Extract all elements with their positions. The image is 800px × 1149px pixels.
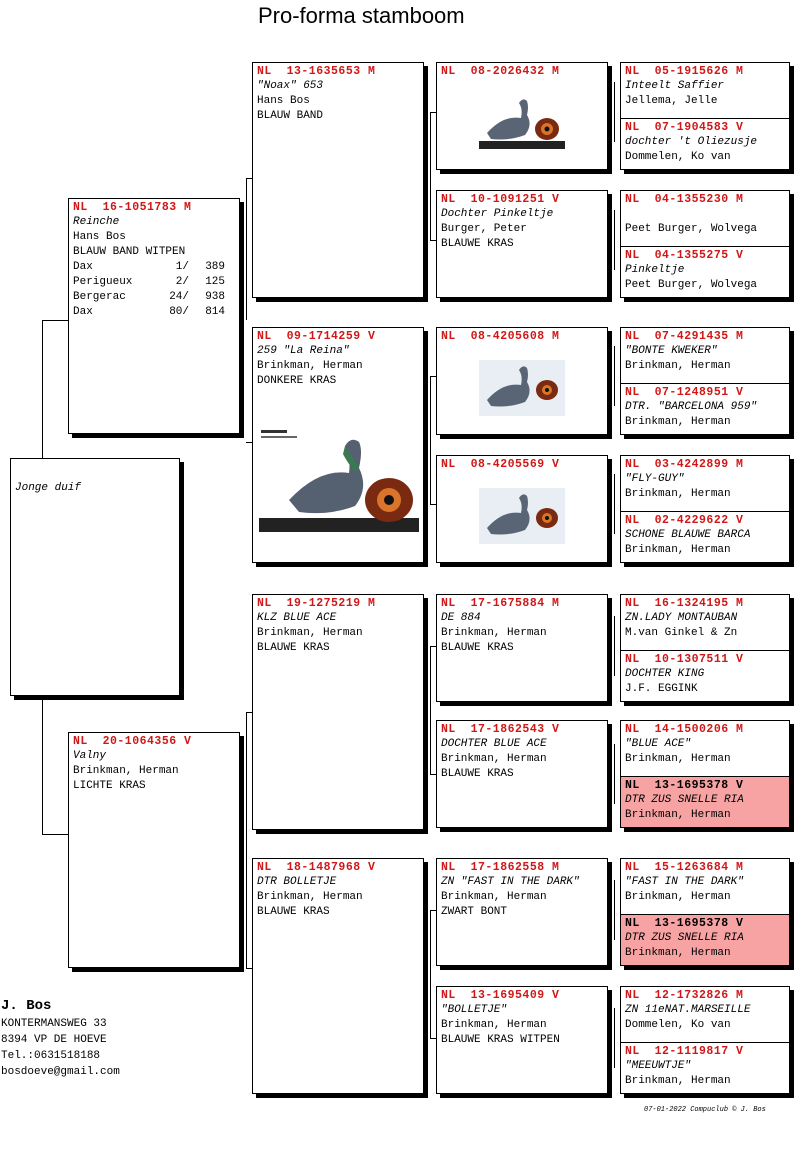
bird-name: DOCHTER KING	[625, 668, 705, 680]
color: BLAUWE KRAS	[257, 906, 330, 918]
bird-name: dochter 't Oliezusje	[625, 136, 758, 148]
color: BLAUW BAND	[257, 110, 324, 122]
great-grandparent-card	[436, 190, 608, 298]
ancestor-entry	[621, 119, 789, 170]
ancestor-pair-card	[620, 327, 790, 435]
race-place: Perigueux	[73, 276, 133, 288]
ancestor-pair-card	[620, 720, 790, 828]
breeder: Brinkman, Herman	[625, 488, 731, 500]
race-place: Dax	[73, 306, 93, 318]
grandparent-card	[252, 327, 424, 563]
ring-number: NL 12-1732826 M	[625, 989, 744, 1002]
connector-line	[430, 112, 431, 240]
connector-line	[430, 910, 431, 1038]
ring-number: NL 19-1275219 M	[257, 597, 376, 610]
bird-name: "BOLLETJE"	[441, 1004, 508, 1016]
breeder: Brinkman, Herman	[257, 891, 363, 903]
race-result-row	[73, 290, 235, 305]
ring-number: NL 04-1355230 M	[625, 193, 744, 206]
bird-name: DTR ZUS SNELLE RIA	[625, 932, 744, 944]
race-total: 125	[205, 276, 225, 288]
ancestor-entry	[621, 191, 789, 246]
bird-name: ZN 11eNAT.MARSEILLE	[625, 1004, 751, 1016]
ancestor-pair-card	[620, 190, 790, 298]
breeder: Hans Bos	[257, 95, 310, 107]
ring-number: NL 13-1695378 V	[625, 917, 744, 930]
ancestor-entry	[621, 595, 789, 650]
breeder: Jellema, Jelle	[625, 95, 718, 107]
bird-name: Pinkeltje	[625, 264, 685, 276]
great-grandparent-card	[436, 62, 608, 170]
race-result-row	[73, 275, 235, 290]
breeder: Dommelen, Ko van	[625, 1019, 731, 1031]
great-grandparent-card	[436, 858, 608, 966]
race-result-row	[73, 260, 235, 275]
ring-number: NL 10-1307511 V	[625, 653, 744, 666]
breeder: Hans Bos	[73, 231, 126, 243]
breeder: Burger, Peter	[441, 223, 527, 235]
ring-number: NL 14-1500206 M	[625, 723, 744, 736]
ring-number: NL 16-1051783 M	[73, 201, 192, 214]
race-place: Bergerac	[73, 291, 126, 303]
ring-number: NL 07-1904583 V	[625, 121, 744, 134]
color: LICHTE KRAS	[73, 780, 146, 792]
color: ZWART BONT	[441, 906, 508, 918]
ring-number: NL 07-1248951 V	[625, 386, 744, 399]
great-grandparent-card	[436, 327, 608, 435]
ring-number: NL 08-4205569 V	[441, 458, 560, 471]
color: BLAUWE KRAS WITPEN	[441, 1034, 560, 1046]
ring-number: NL 13-1695409 V	[441, 989, 560, 1002]
ring-number: NL 17-1862543 V	[441, 723, 560, 736]
bird-name: SCHONE BLAUWE BARCA	[625, 529, 751, 541]
color: BLAUWE KRAS	[441, 642, 514, 654]
pigeon-photo	[259, 428, 419, 536]
race-total: 814	[205, 306, 225, 318]
bird-name: DOCHTER BLUE ACE	[441, 738, 547, 750]
ancestor-pair-card	[620, 594, 790, 702]
breeder: Brinkman, Herman	[257, 360, 363, 372]
young-bird-label: Jonge duif	[15, 482, 82, 494]
connector-line	[614, 744, 615, 804]
race-result-row	[73, 305, 235, 320]
breeder: Dommelen, Ko van	[625, 151, 731, 163]
color: BLAUWE KRAS	[257, 642, 330, 654]
color: BLAUW BAND WITPEN	[73, 246, 186, 258]
breeder: Brinkman, Herman	[625, 891, 731, 903]
ancestor-entry-highlighted	[621, 777, 789, 828]
breeder: Brinkman, Herman	[625, 753, 731, 765]
grandparent-card	[252, 62, 424, 298]
ring-number: NL 15-1263684 M	[625, 861, 744, 874]
ancestor-entry	[621, 721, 789, 776]
color: BLAUWE KRAS	[441, 238, 514, 250]
race-place: Dax	[73, 261, 93, 273]
ring-number: NL 10-1091251 V	[441, 193, 560, 206]
race-total: 389	[205, 261, 225, 273]
connector-line	[614, 346, 615, 406]
breeder: Brinkman, Herman	[625, 544, 731, 556]
ring-number: NL 03-4242899 M	[625, 458, 744, 471]
bird-name: "MEEUWTJE"	[625, 1060, 692, 1072]
ancestor-pair-card	[620, 858, 790, 966]
bird-name: "Noax" 653	[257, 80, 324, 92]
race-rank: 80/	[169, 306, 189, 318]
grandparent-card	[252, 594, 424, 830]
great-grandparent-card	[436, 455, 608, 563]
ancestor-entry	[621, 512, 789, 563]
bird-name: "FLY-GUY"	[625, 473, 685, 485]
young-bird-card	[10, 458, 180, 696]
ring-number: NL 08-2026432 M	[441, 65, 560, 78]
breeder: Brinkman, Herman	[73, 765, 179, 777]
connector-line	[614, 1008, 615, 1068]
breeder: J.F. EGGINK	[625, 683, 698, 695]
ring-number: NL 02-4229622 V	[625, 514, 744, 527]
breeder: Brinkman, Herman	[441, 627, 547, 639]
ring-number: NL 17-1675884 M	[441, 597, 560, 610]
color: BLAUWE KRAS	[441, 768, 514, 780]
bird-name: DE 884	[441, 612, 481, 624]
connector-line	[42, 320, 43, 458]
ring-number: NL 20-1064356 V	[73, 735, 192, 748]
connector-line	[614, 880, 615, 940]
connector-line	[614, 210, 615, 270]
bird-name: DTR BOLLETJE	[257, 876, 337, 888]
breeder: M.van Ginkel & Zn	[625, 627, 738, 639]
bird-name: Reinche	[73, 216, 120, 228]
connector-line	[614, 616, 615, 676]
owner-info	[1, 998, 120, 1080]
ancestor-pair-card	[620, 62, 790, 170]
bird-name: ZN "FAST IN THE DARK"	[441, 876, 580, 888]
ring-number: NL 08-4205608 M	[441, 330, 560, 343]
pigeon-photo	[479, 360, 565, 416]
bird-name: DTR. "BARCELONA 959"	[625, 401, 758, 413]
ancestor-entry	[621, 651, 789, 702]
ring-number: NL 17-1862558 M	[441, 861, 560, 874]
ancestor-pair-card	[620, 455, 790, 563]
ring-number: NL 13-1635653 M	[257, 65, 376, 78]
bird-name: "FAST IN THE DARK"	[625, 876, 744, 888]
race-rank: 1/	[175, 261, 189, 273]
owner-phone: Tel.:0631518188	[1, 1050, 101, 1062]
bird-name: ZN.LADY MONTAUBAN	[625, 612, 738, 624]
bird-name: "BONTE KWEKER"	[625, 345, 718, 357]
breeder: Peet Burger, Wolvega	[625, 279, 758, 291]
connector-line	[42, 700, 43, 835]
ancestor-entry	[621, 384, 789, 435]
great-grandparent-card	[436, 594, 608, 702]
ancestor-entry	[621, 456, 789, 511]
grandparent-card	[252, 858, 424, 1094]
bird-name: KLZ BLUE ACE	[257, 612, 337, 624]
connector-line	[42, 320, 69, 321]
breeder: Brinkman, Herman	[441, 1019, 547, 1031]
ring-number: NL 09-1714259 V	[257, 330, 376, 343]
breeder: Brinkman, Herman	[625, 947, 731, 959]
great-grandparent-card	[436, 720, 608, 828]
breeder: Brinkman, Herman	[625, 809, 731, 821]
dam-card	[68, 732, 240, 968]
connector-line	[614, 474, 615, 534]
bird-name	[625, 207, 785, 222]
bird-name: Valny	[73, 750, 107, 762]
ancestor-pair-card	[620, 986, 790, 1094]
owner-email: bosdoeve@gmail.com	[1, 1066, 120, 1078]
ancestor-entry	[621, 247, 789, 298]
owner-street: KONTERMANSWEG 33	[1, 1018, 107, 1030]
connector-line	[246, 178, 247, 320]
bird-name: Dochter Pinkeltje	[441, 208, 554, 220]
breeder: Brinkman, Herman	[625, 416, 731, 428]
ancestor-entry	[621, 987, 789, 1042]
ancestor-entry	[621, 63, 789, 118]
race-rank: 2/	[175, 276, 189, 288]
ring-number: NL 13-1695378 V	[625, 779, 744, 792]
bird-name: "BLUE ACE"	[625, 738, 692, 750]
connector-line	[430, 376, 431, 504]
sire-card	[68, 198, 240, 434]
breeder: Brinkman, Herman	[257, 627, 363, 639]
great-grandparent-card	[436, 986, 608, 1094]
connector-line	[614, 82, 615, 142]
bird-name: Inteelt Saffier	[625, 80, 725, 92]
ancestor-entry	[621, 328, 789, 383]
connector-line	[42, 834, 69, 835]
ring-number: NL 16-1324195 M	[625, 597, 744, 610]
breeder: Brinkman, Herman	[441, 753, 547, 765]
bird-name: 259 "La Reina"	[257, 345, 350, 357]
color: DONKERE KRAS	[257, 375, 337, 387]
page-title: Pro-forma stamboom	[258, 3, 465, 28]
footer-credit: 07-01-2022 Compuclub © J. Bos	[644, 1106, 766, 1114]
ring-number: NL 05-1915626 M	[625, 65, 744, 78]
owner-name: J. Bos	[1, 998, 52, 1014]
ancestor-entry-highlighted	[621, 915, 789, 966]
connector-line	[430, 646, 431, 774]
breeder: Brinkman, Herman	[441, 891, 547, 903]
ring-number: NL 18-1487968 V	[257, 861, 376, 874]
ancestor-entry	[621, 1043, 789, 1094]
ring-number: NL 07-4291435 M	[625, 330, 744, 343]
race-total: 938	[205, 291, 225, 303]
ring-number: NL 12-1119817 V	[625, 1045, 744, 1058]
breeder: Brinkman, Herman	[625, 360, 731, 372]
ancestor-entry	[621, 859, 789, 914]
breeder: Peet Burger, Wolvega	[625, 223, 758, 235]
owner-city: 8394 VP DE HOEVE	[1, 1034, 107, 1046]
connector-line	[246, 712, 247, 968]
ring-number: NL 04-1355275 V	[625, 249, 744, 262]
pigeon-photo	[479, 93, 565, 151]
pigeon-photo	[479, 488, 565, 544]
race-rank: 24/	[169, 291, 189, 303]
bird-name: DTR ZUS SNELLE RIA	[625, 794, 744, 806]
breeder: Brinkman, Herman	[625, 1075, 731, 1087]
